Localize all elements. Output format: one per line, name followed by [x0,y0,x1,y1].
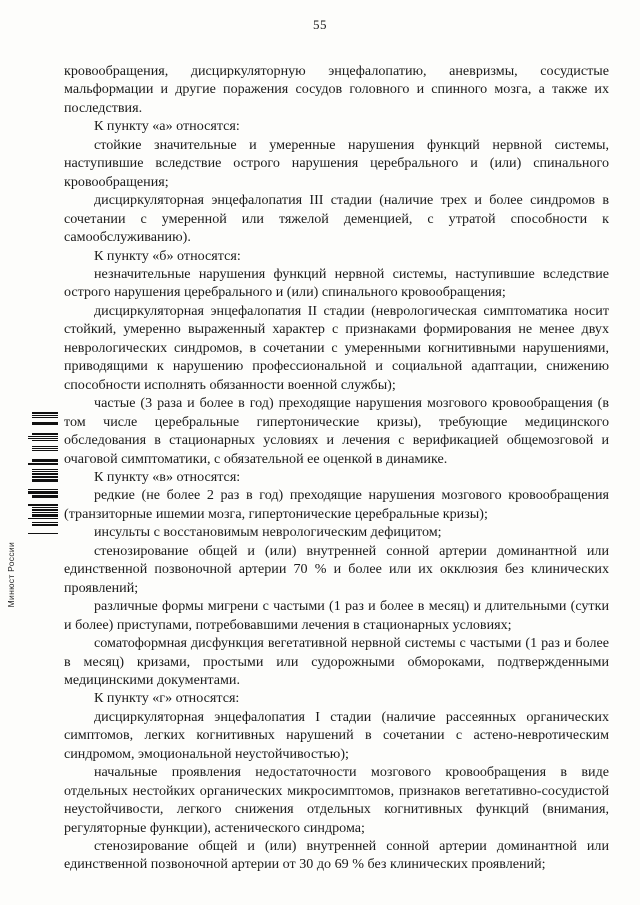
barcode-bar [32,507,58,508]
barcode-bar [32,433,58,435]
paragraph: начальные проявления недостаточности мозгового кровообращения в виде отдельных нестойких органических микросимптомов, признаков вегетативно-сосудистой неустойчивости, легкого снижения отдельных когнитивных функций (внимания, регуляторные функции), астенического синдрома; [64,764,609,836]
barcode-bar [32,450,58,451]
barcode-bar [32,522,58,523]
paragraph: соматоформная дисфункция вегетативной нервной системы с частыми (1 раз и более в месяц) кризами, простыми или судорожными обмороками, подтвержденными медицинскими документами. [64,635,609,688]
paragraph: кровообращения, дисциркуляторную энцефалопатию, аневризмы, сосудистые мальформации и другие поражения сосудов головного и спинного мозга, а также их последствия. [64,63,609,116]
barcode-bar [32,412,58,414]
barcode-bar [32,524,58,526]
barcode-bar [32,469,58,470]
barcode-bar [28,518,58,519]
barcode-bar [32,473,58,475]
barcode-bar [28,504,58,506]
paragraph: К пункту «а» относятся: [94,118,240,135]
paragraph: редкие (не более 2 раз в год) преходящие нарушения мозгового кровообращения (транзиторные ишемии мозга, гипертонические церебральные кризы); [64,487,609,522]
barcode-bar [32,512,58,513]
barcode-bar [28,438,58,439]
page-number: 55 [313,17,327,32]
paragraph: дисциркуляторная энцефалопатия I стадии (наличие рассеянных органических симптомов, легких когнитивных нарушений в сочетании с астено-невротическим синдромом, эмоциональной неустойчивостью); [64,708,609,762]
barcode-bar [32,415,58,416]
paragraph: дисциркуляторная энцефалопатия II стадии (неврологическая симптоматика носит стойкий, умеренно выраженный характер с признаками формирования не менее двух неврологических синдромов, в сочетании с умеренными когнитивными нарушениями, приводящими к нарушению профессиональной и социальной адаптации, снижению способности исполнять обязанности военной службы); [64,302,609,393]
barcode-bar [32,448,58,449]
barcode-bar [32,476,58,478]
document-body [64,62,609,874]
paragraph: различные формы мигрени с частыми (1 раз и более в месяц) и длительными (сутки и более) приступами, потребовавшими лечения в стационарных условиях; [64,598,609,633]
barcode-bar [32,471,58,472]
paragraph: незначительные нарушения функций нервной системы, наступившие вследствие острого нарушения церебрального и (или) спинального кровообращения; [64,265,609,301]
barcode-bar [28,533,58,534]
barcode-bar [32,514,58,517]
barcode-bar [32,509,58,511]
barcode-bar [28,463,58,465]
paragraph: К пункту «б» относятся: [94,247,241,264]
paragraph: стенозирование общей и (или) внутренней сонной артерии доминантной или единственной позвоночной артерии 70 % и более или их окклюзия без клинических проявлений; [64,542,609,596]
paragraph: К пункту «г» относятся: [94,690,240,707]
barcode-bar [32,495,58,498]
barcode-bar [28,491,58,494]
barcode-stamp [14,412,62,540]
barcode-bar [28,489,58,490]
barcode-bar [32,459,58,462]
paragraph: К пункту «в» относятся: [94,468,241,485]
barcode-bar [32,440,58,441]
paragraph: дисциркуляторная энцефалопатия III стадии (наличие трех и более синдромов в сочетании с умеренной или тяжелой деменцией, с утратой способности к самообслуживанию). [64,192,609,246]
paragraph: стенозирование общей и (или) внутренней сонной артерии доминантной или единственной позвоночной артерии от 30 до 69 % без клинических проявлений; [64,838,609,873]
barcode-bar [32,446,58,447]
barcode-bar [28,436,58,437]
paragraph: стойкие значительные и умеренные нарушения функций нервной системы, наступившие вследствие острого нарушения церебрального и (или) спинального кровообращения; [64,136,609,190]
barcode-bar [32,422,58,425]
paragraph: частые (3 раза и более в год) преходящие нарушения мозгового кровообращения (в том числе церебральные гипертонические кризы), требующие медицинского обследования в стационарных условиях и лечения с верификацией общемозговой и очаговой симптоматики, с обязательной ее оценкой в динамике. [64,395,609,467]
paragraph: инсульты с восстановимым неврологическим дефицитом; [94,524,442,541]
ministry-stamp-label: Минюст России [6,542,16,608]
barcode-bar [32,417,58,418]
barcode-bar [32,479,58,482]
